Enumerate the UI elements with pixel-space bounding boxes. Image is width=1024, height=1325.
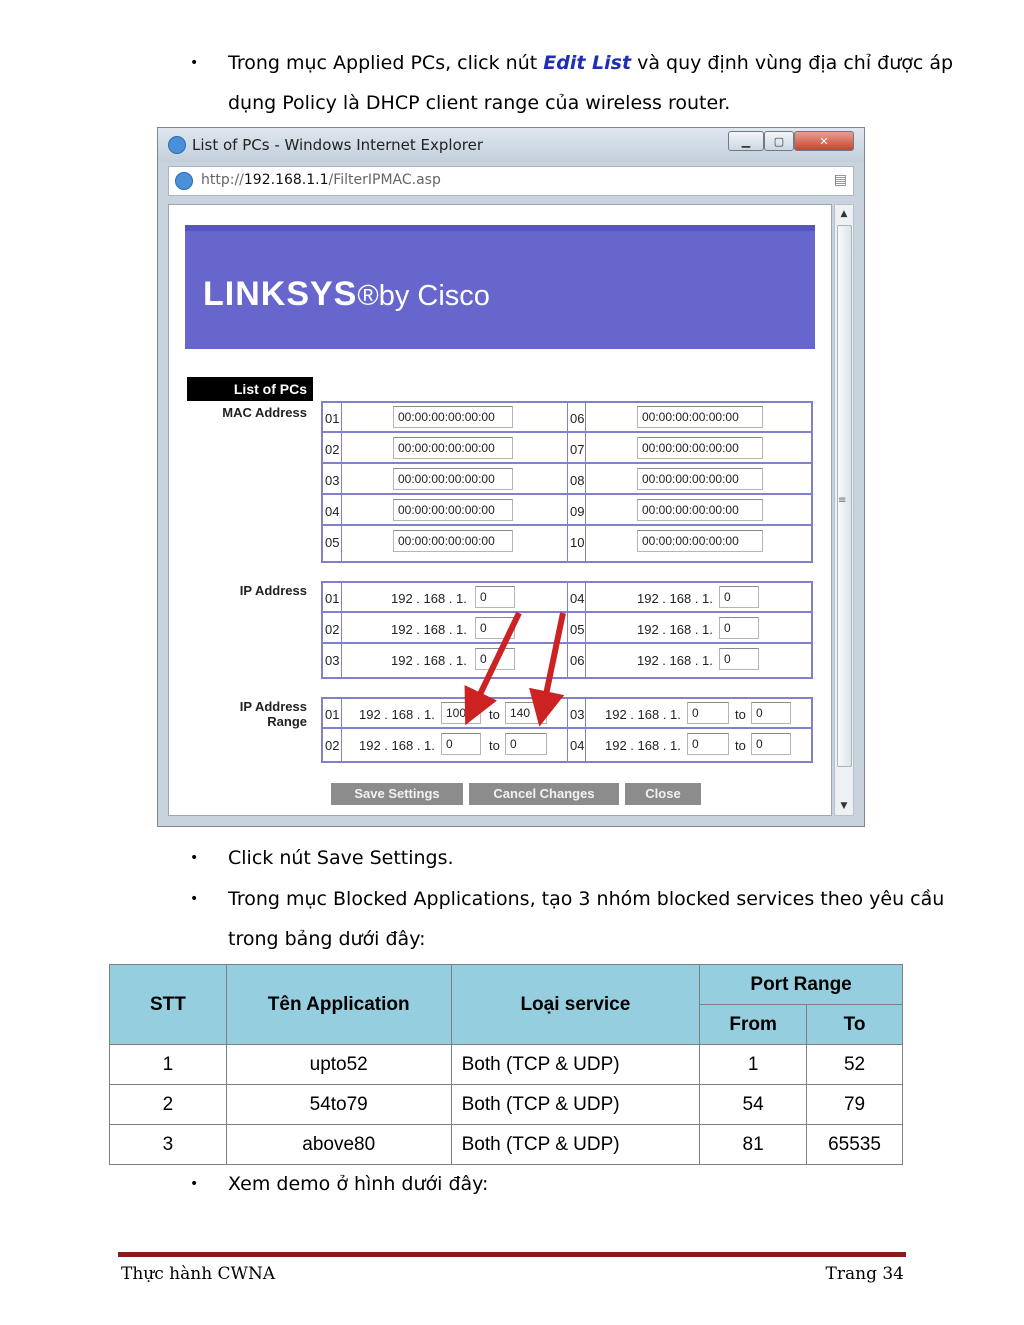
mac-address-label: MAC Address: [222, 405, 307, 420]
arrow-to-range-from: [473, 613, 519, 709]
cell-service: Both (TCP & UDP): [451, 1085, 700, 1125]
cell-stt: 2: [110, 1085, 227, 1125]
row-number: 08: [570, 473, 585, 488]
edit-list-emphasis: Edit List: [543, 52, 632, 74]
cell-to: 52: [807, 1045, 903, 1085]
range-from-input[interactable]: 100: [441, 702, 481, 724]
bullet-text-before: Trong mục Applied PCs, click nút: [228, 52, 544, 74]
row-number: 04: [570, 591, 585, 606]
cell-from: 54: [700, 1085, 807, 1125]
cell-service: Both (TCP & UDP): [451, 1125, 700, 1165]
header-from: From: [700, 1005, 807, 1045]
to-label: to: [489, 707, 500, 722]
ip-range-label-line2: Range: [267, 714, 307, 729]
row-number: 06: [570, 411, 585, 426]
mac-row: [323, 434, 811, 464]
row-number: 02: [325, 738, 340, 753]
mac-input[interactable]: 00:00:00:00:00:00: [393, 499, 513, 521]
bullet-glyph: •: [190, 850, 199, 866]
bullet-text: trong bảng dưới đây:: [228, 928, 426, 950]
table-row: [110, 1085, 903, 1125]
bullet-text: Click nút Save Settings.: [228, 847, 454, 869]
brand-name: LINKSYS: [203, 275, 358, 313]
linksys-logo: [203, 275, 490, 314]
mac-input[interactable]: 00:00:00:00:00:00: [637, 437, 763, 459]
vertical-scrollbar[interactable]: [834, 204, 854, 816]
cell-application: 54to79: [226, 1085, 451, 1125]
mac-address-grid: [321, 401, 813, 563]
mac-input[interactable]: 00:00:00:00:00:00: [393, 468, 513, 490]
ip-prefix: 192 . 168 . 1.: [605, 707, 681, 722]
range-to-input[interactable]: 0: [751, 733, 791, 755]
row-number: 09: [570, 504, 585, 519]
bullet-text: [228, 50, 953, 76]
table-row: [110, 1045, 903, 1085]
page-number: Trang 34: [825, 1264, 904, 1284]
cell-application: above80: [226, 1125, 451, 1165]
button-bar: [185, 779, 815, 809]
header-port-range: Port Range: [700, 965, 903, 1005]
range-from-input[interactable]: 0: [687, 702, 729, 724]
minimize-button[interactable]: ▁: [728, 131, 764, 151]
ip-range-label: [187, 699, 307, 729]
ip-prefix: 192 . 168 . 1.: [637, 653, 713, 668]
ip-octet-input[interactable]: 0: [475, 617, 515, 639]
mac-input[interactable]: 00:00:00:00:00:00: [637, 468, 763, 490]
to-label: to: [735, 738, 746, 753]
ip-prefix: 192 . 168 . 1.: [359, 738, 435, 753]
annotation-arrows: [459, 605, 589, 735]
ip-octet-input[interactable]: 0: [719, 586, 759, 608]
range-from-input[interactable]: 0: [687, 733, 729, 755]
row-number: 10: [570, 535, 585, 550]
row-number: 01: [325, 411, 340, 426]
bullet-glyph: •: [190, 55, 199, 71]
window-title: List of PCs - Windows Internet Explorer: [192, 136, 484, 154]
close-button[interactable]: Close: [625, 783, 701, 805]
compatibility-icon[interactable]: ▤: [833, 172, 847, 188]
cell-from: 1: [700, 1045, 807, 1085]
close-window-button[interactable]: ✕: [794, 131, 854, 151]
row-number: 04: [325, 504, 340, 519]
mac-row: [323, 403, 811, 433]
mac-input[interactable]: 00:00:00:00:00:00: [637, 406, 763, 428]
mac-input[interactable]: 00:00:00:00:00:00: [393, 530, 513, 552]
footer-rule: [118, 1252, 906, 1257]
section-title: List of PCs: [187, 377, 313, 401]
to-label: to: [735, 707, 746, 722]
header-to: To: [807, 1005, 903, 1045]
row-number: 06: [570, 653, 585, 668]
row-number: 03: [570, 707, 585, 722]
table-row: [110, 1125, 903, 1165]
cell-from: 81: [700, 1125, 807, 1165]
mac-row: [323, 527, 811, 557]
cell-service: Both (TCP & UDP): [451, 1045, 700, 1085]
scroll-up-arrow-icon[interactable]: ▲: [840, 209, 848, 219]
row-number: 05: [570, 622, 585, 637]
scroll-down-arrow-icon[interactable]: ▼: [840, 801, 848, 811]
arrow-to-range-to: [543, 613, 563, 709]
page-icon: [175, 172, 193, 190]
ip-prefix: 192 . 168 . 1.: [637, 591, 713, 606]
header-stt: STT: [110, 965, 227, 1045]
row-number: 04: [570, 738, 585, 753]
header-application: Tên Application: [226, 965, 451, 1045]
ie-logo-icon: [168, 136, 186, 154]
window-titlebar: [158, 128, 864, 162]
bullet-text: Trong mục Blocked Applications, tạo 3 nhóm blocked services theo yêu cầu: [228, 888, 945, 910]
ie-window-screenshot: [157, 127, 865, 827]
maximize-button[interactable]: ▢: [764, 131, 794, 151]
cell-application: upto52: [226, 1045, 451, 1085]
cancel-changes-button[interactable]: Cancel Changes: [469, 783, 619, 805]
mac-input[interactable]: 00:00:00:00:00:00: [393, 406, 513, 428]
range-from-input[interactable]: 0: [441, 733, 481, 755]
ip-prefix: 192 . 168 . 1.: [391, 591, 467, 606]
bullet-glyph: •: [190, 891, 199, 907]
blocked-services-table: [109, 964, 903, 1165]
row-number: 02: [325, 622, 340, 637]
range-to-input[interactable]: 140: [505, 702, 547, 724]
to-label: to: [489, 738, 500, 753]
cell-stt: 1: [110, 1045, 227, 1085]
url-text: [201, 172, 441, 188]
row-number: 01: [325, 707, 340, 722]
url-path: /FilterIPMAC.asp: [328, 172, 441, 188]
cell-to: 79: [807, 1085, 903, 1125]
ip-address-label: IP Address: [239, 583, 307, 598]
scroll-grip-icon: ≡: [838, 495, 847, 506]
save-settings-button[interactable]: Save Settings: [331, 783, 463, 805]
row-number: 03: [325, 473, 340, 488]
page-content: [168, 204, 832, 816]
ip-prefix: 192 . 168 . 1.: [605, 738, 681, 753]
brand-suffix: ®by Cisco: [357, 280, 490, 312]
cell-stt: 3: [110, 1125, 227, 1165]
ip-range-label-line1: IP Address: [239, 699, 307, 714]
mac-row: [323, 496, 811, 526]
mac-input[interactable]: 00:00:00:00:00:00: [637, 530, 763, 552]
url-host: 192.168.1.1: [243, 172, 329, 188]
row-number: 05: [325, 535, 340, 550]
ip-octet-input[interactable]: 0: [719, 617, 759, 639]
row-number: 03: [325, 653, 340, 668]
linksys-banner: [185, 225, 815, 349]
row-number: 01: [325, 591, 340, 606]
ip-prefix: 192 . 168 . 1.: [391, 653, 467, 668]
bullet-text-line2: dụng Policy là DHCP client range của wireless router.: [228, 92, 731, 114]
row-number: 02: [325, 442, 340, 457]
ip-octet-input[interactable]: 0: [475, 586, 515, 608]
row-number: 07: [570, 442, 585, 457]
address-bar[interactable]: [168, 166, 854, 196]
range-to-input[interactable]: 0: [751, 702, 791, 724]
range-to-input[interactable]: 0: [505, 733, 547, 755]
mac-input[interactable]: 00:00:00:00:00:00: [637, 499, 763, 521]
ip-prefix: 192 . 168 . 1.: [391, 622, 467, 637]
cell-to: 65535: [807, 1125, 903, 1165]
bullet-glyph: •: [190, 1176, 199, 1192]
mac-input[interactable]: 00:00:00:00:00:00: [393, 437, 513, 459]
header-service-type: Loại service: [451, 965, 700, 1045]
footer-title: Thực hành CWNA: [121, 1264, 276, 1284]
ip-octet-input[interactable]: 0: [475, 648, 515, 670]
mac-row: [323, 465, 811, 495]
bullet-text-after: và quy định vùng địa chỉ được áp: [631, 52, 954, 74]
ip-octet-input[interactable]: 0: [719, 648, 759, 670]
url-prefix: http://: [201, 172, 244, 188]
bullet-text: Xem demo ở hình dưới đây:: [228, 1173, 489, 1195]
ip-prefix: 192 . 168 . 1.: [359, 707, 435, 722]
ip-prefix: 192 . 168 . 1.: [637, 622, 713, 637]
